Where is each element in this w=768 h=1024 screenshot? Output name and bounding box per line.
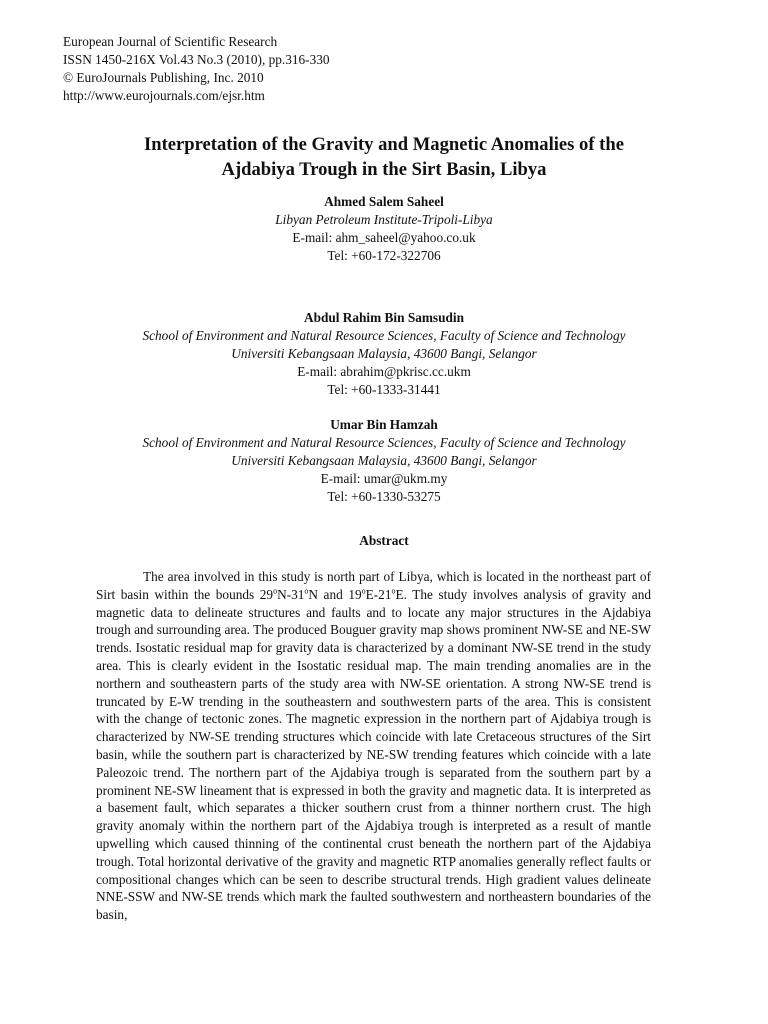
author-tel: Tel: +60-172-322706	[327, 248, 441, 263]
abstract-text: The area involved in this study is north part of Libya, which is located in the northeast part of Sirt basin within the bounds 29	[96, 569, 651, 602]
author-name: Umar Bin Hamzah	[330, 417, 438, 432]
author-affiliation: School of Environment and Natural Resource Sciences, Faculty of Science and Technology	[142, 435, 626, 450]
author-email[interactable]: E-mail: abrahim@pkrisc.cc.ukm	[297, 364, 471, 379]
degree-sup: o	[391, 586, 396, 596]
author-name: Abdul Rahim Bin Samsudin	[303, 310, 464, 325]
journal-copyright: © EuroJournals Publishing, Inc. 2010	[63, 70, 264, 85]
paper-title	[60, 132, 708, 182]
abstract-text: E. The study involves analysis of gravity and magnetic data to delineate structures and faults and to locate any major structures in the Ajdabiya trough and surrounding area. The produced Bouguer gravity map shows prominent NW-SE and NE-SW trends. Isostatic residual map for gravity data is characterized by a dominant NW-SE trend in the study area. This is clearly evident in the Isostatic residual map. The main trending anomalies are in the northern and southeastern parts of the study area with NW-SE orientation. A strong NW-SE trend is truncated by E-W trending in the southeastern and southwestern parts of the area. This is consistent with the change of tectonic zones. The magnetic expression in the northern part of Ajdabiya trough is characterized by NW-SE trending structures which coincide with late Cretaceous structures of the Sirt basin, while the southern part is characterized by NE-SW trending features which coincide with a late Paleozoic trend. The northern part of the Ajdabiya trough is separated from the southern part by a prominent NE-SW lineament that is expressed in both the gravity and magnetic data. It is interpreted as a basement fault, which separates a thicker southern crust from a thinner northern crust. The high gravity anomaly within the northern part of the Ajdabiya trough is interpreted as a result of mantle upwelling which caused thinning of the continental crust beneath the northern part of the Ajdabiya trough. Total horizontal derivative of the gravity and magnetic RTP anomalies generally reflect faults or compositional changes which can be seen to describe structural trends. High gradient values delineate NNE-SSW and NW-SE trends which mark the faulted southwestern and northeastern boundaries of the basin,	[96, 586, 651, 923]
author-affiliation: School of Environment and Natural Resource Sciences, Faculty of Science and Technology	[142, 328, 626, 343]
author-block-1	[60, 193, 708, 265]
author-name: Ahmed Salem Saheel	[324, 194, 444, 209]
journal-header	[63, 33, 330, 105]
abstract-text: N-31	[277, 586, 305, 602]
degree-sup: o	[361, 586, 366, 596]
author-affiliation: Libyan Petroleum Institute-Tripoli-Libya	[275, 212, 493, 227]
author-email[interactable]: E-mail: umar@ukm.my	[320, 471, 448, 486]
journal-url[interactable]: http://www.eurojournals.com/ejsr.htm	[63, 88, 265, 103]
abstract-text: E-21	[365, 586, 392, 602]
author-tel: Tel: +60-1330-53275	[327, 489, 441, 504]
author-email[interactable]: E-mail: ahm_saheel@yahoo.co.uk	[292, 230, 476, 245]
degree-sup: o	[304, 586, 309, 596]
journal-name: European Journal of Scientific Research	[63, 34, 278, 49]
title-line-2: Ajdabiya Trough in the Sirt Basin, Libya	[221, 159, 547, 180]
title-line-1: Interpretation of the Gravity and Magnetic Anomalies of the	[144, 134, 624, 155]
author-tel: Tel: +60-1333-31441	[327, 382, 441, 397]
author-block-2	[60, 309, 708, 399]
abstract-text: N and 19	[308, 586, 362, 602]
abstract-body	[96, 568, 651, 924]
abstract-heading: Abstract	[359, 533, 409, 548]
author-affiliation-line-2: Universiti Kebangsaan Malaysia, 43600 Bangi, Selangor	[231, 346, 537, 361]
degree-sup: o	[273, 586, 278, 596]
author-affiliation-line-2: Universiti Kebangsaan Malaysia, 43600 Bangi, Selangor	[231, 453, 537, 468]
author-block-3	[60, 416, 708, 506]
journal-issn: ISSN 1450-216X Vol.43 No.3 (2010), pp.316-330	[63, 52, 330, 67]
